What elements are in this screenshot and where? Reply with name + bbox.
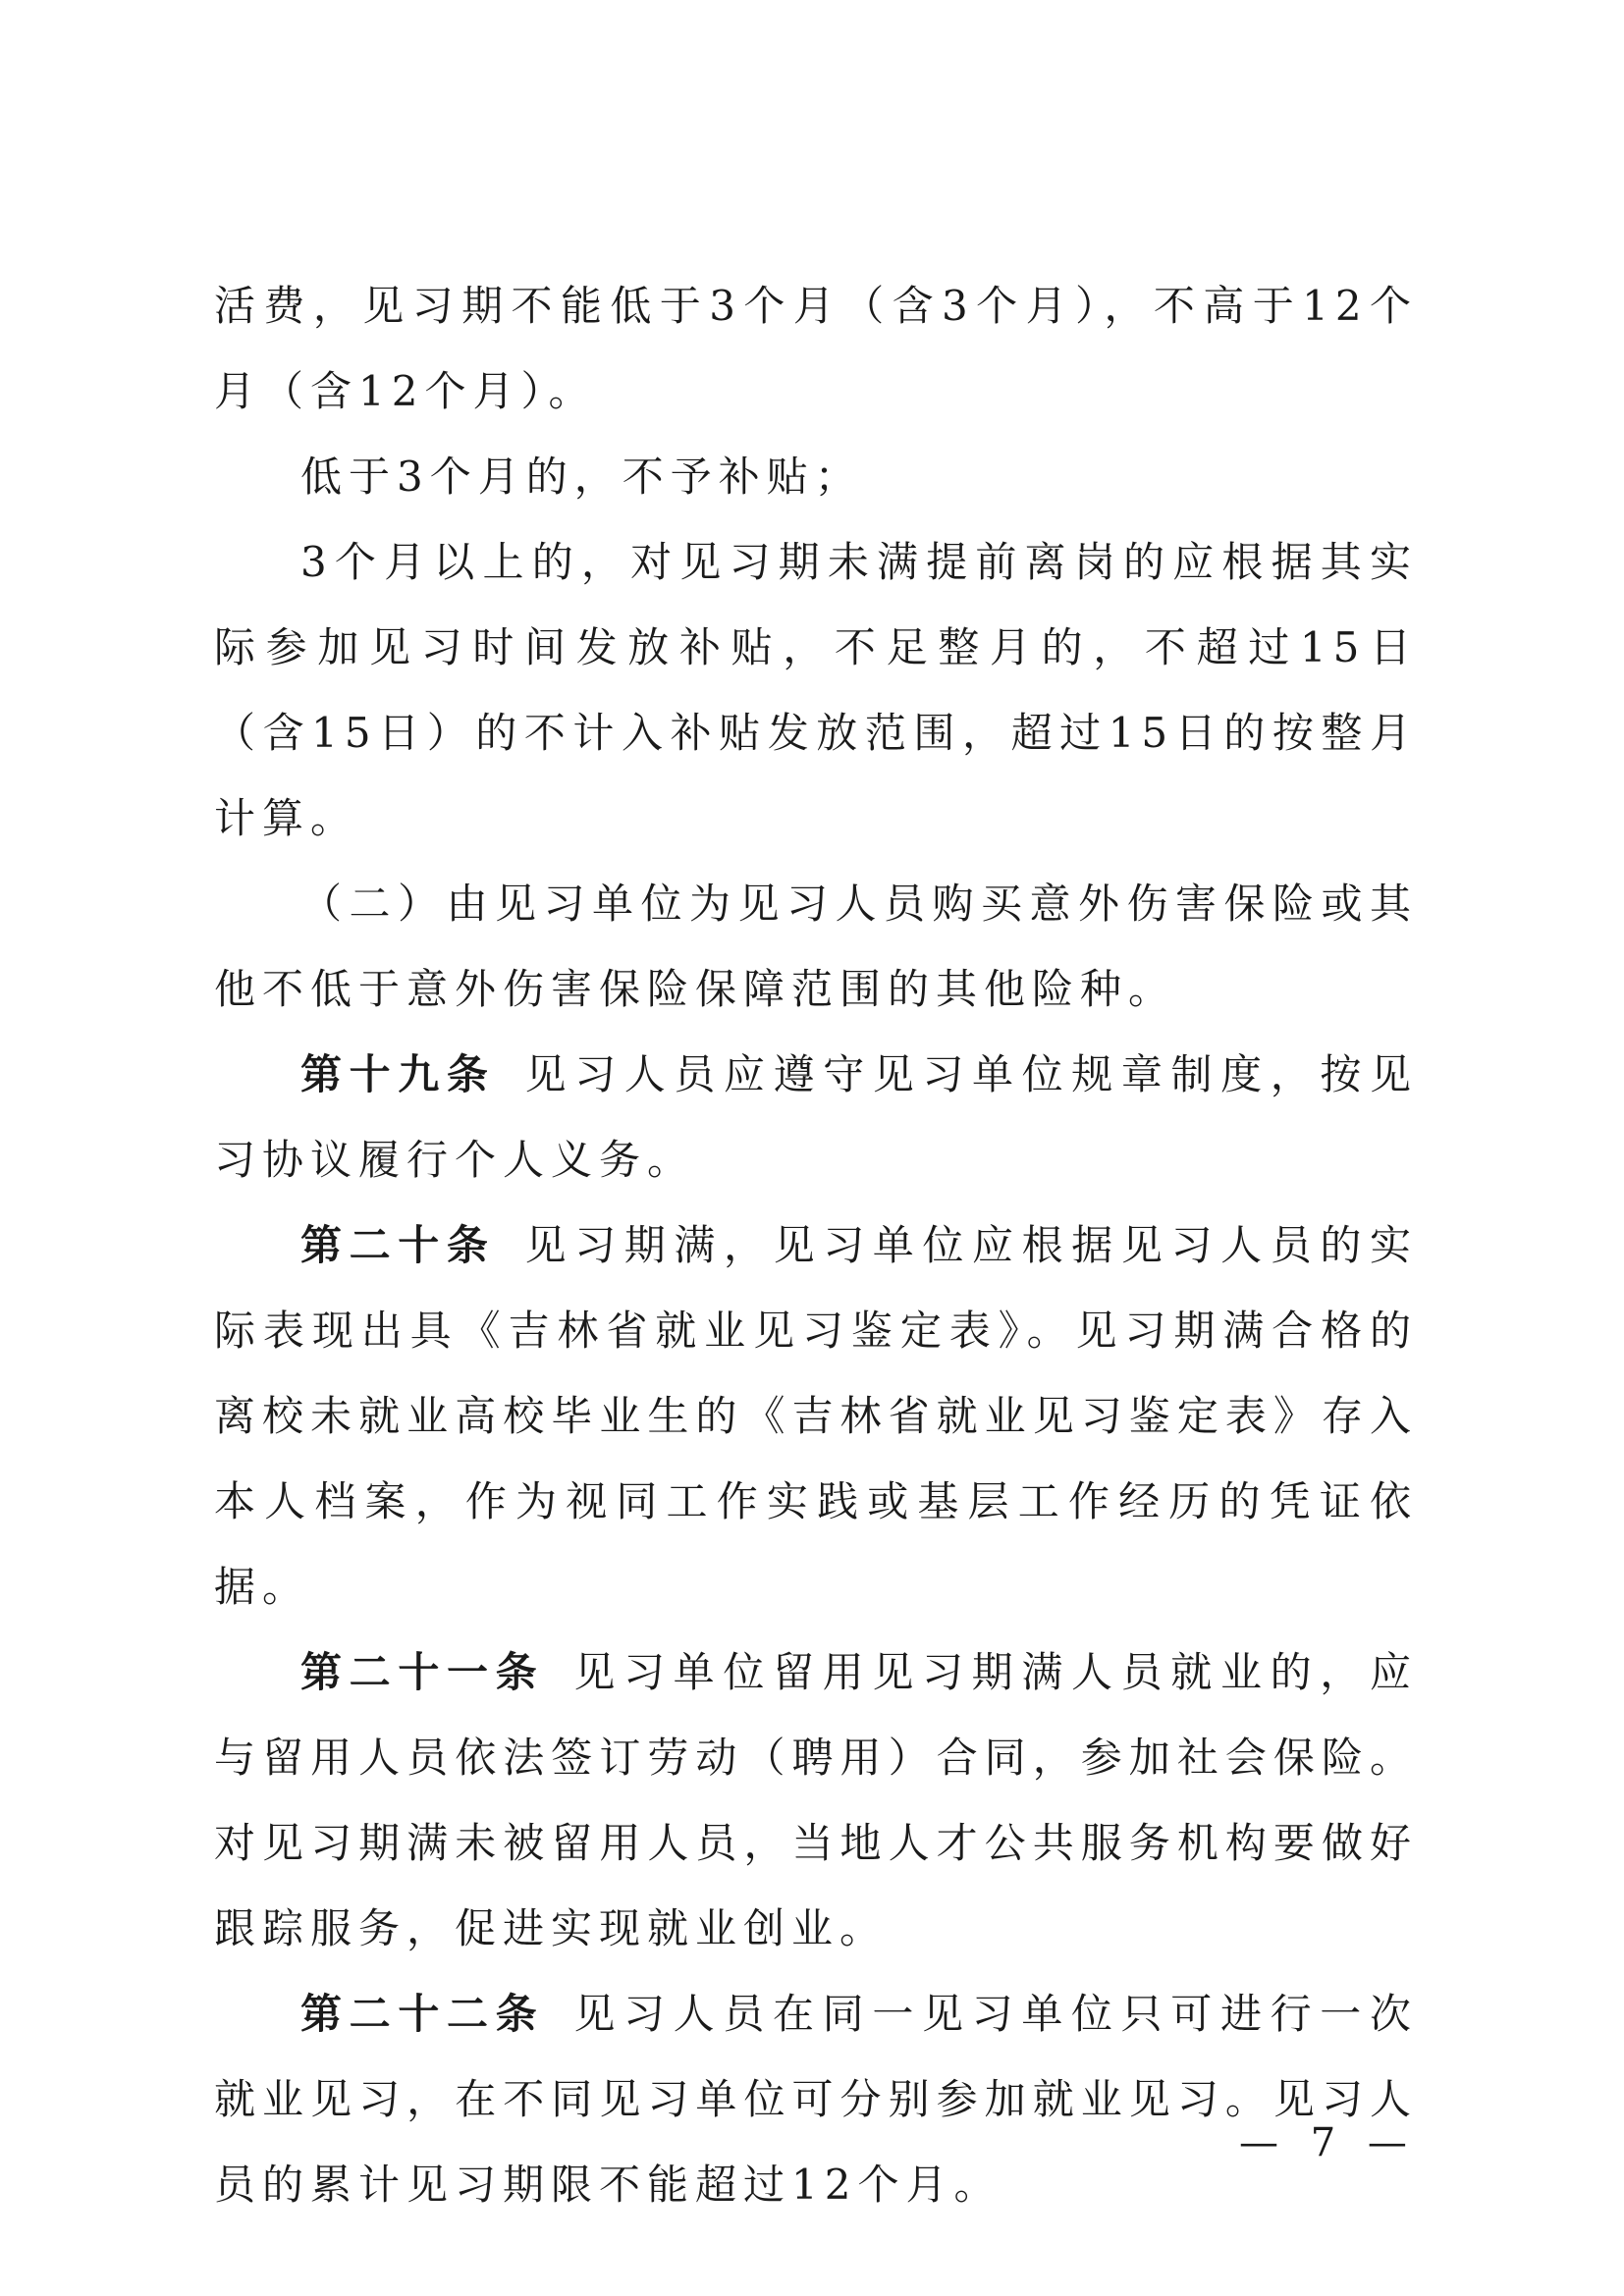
article-heading: 第二十二条 bbox=[300, 1990, 545, 2038]
article-19 bbox=[214, 1032, 1418, 1202]
document-body bbox=[214, 263, 1418, 2227]
paragraph-continuation: 活费，见习期不能低于3个月（含3个月），不高于12个月（含12个月）。 bbox=[214, 282, 1418, 415]
article-21 bbox=[214, 1629, 1418, 1971]
article-body: 见习期满，见习单位应根据见习人员的实际表现出具《吉林省就业见习鉴定表》。见习期满合格的离校未就业高校毕业生的《吉林省就业见习鉴定表》存入本人档案，作为视同工作实践或基层工作经历的凭证依据。 bbox=[214, 1221, 1418, 1611]
page-number: — 7 — bbox=[1239, 2120, 1417, 2165]
paragraph-insurance: （二）由见习单位为见习人员购买意外伤害保险或其他不低于意外伤害保险保障范围的其他险种。 bbox=[214, 880, 1418, 1013]
article-20 bbox=[214, 1202, 1418, 1629]
article-body: 见习单位留用见习期满人员就业的，应与留用人员依法签订劳动（聘用）合同，参加社会保险。对见习期满未被留用人员，当地人才公共服务机构要做好跟踪服务，促进实现就业创业。 bbox=[214, 1648, 1418, 1952]
article-heading: 第十九条 bbox=[300, 1050, 496, 1098]
paragraph-under-three-months: 低于3个月的，不予补贴； bbox=[300, 453, 863, 501]
article-heading: 第二十一条 bbox=[300, 1648, 545, 1696]
article-heading: 第二十条 bbox=[300, 1221, 496, 1269]
article-22 bbox=[214, 1971, 1418, 2227]
article-body: 见习人员在同一见习单位只可进行一次就业见习，在不同见习单位可分别参加就业见习。见习人员的累计见习期限不能超过12个月。 bbox=[214, 1990, 1418, 2209]
paragraph-over-three-months: 3个月以上的，对见习期未满提前离岗的应根据其实际参加见习时间发放补贴，不足整月的，不超过15日（含15日）的不计入补贴发放范围，超过15日的按整月计算。 bbox=[214, 538, 1418, 842]
article-body: 见习人员应遵守见习单位规章制度，按见习协议履行个人义务。 bbox=[214, 1050, 1418, 1184]
